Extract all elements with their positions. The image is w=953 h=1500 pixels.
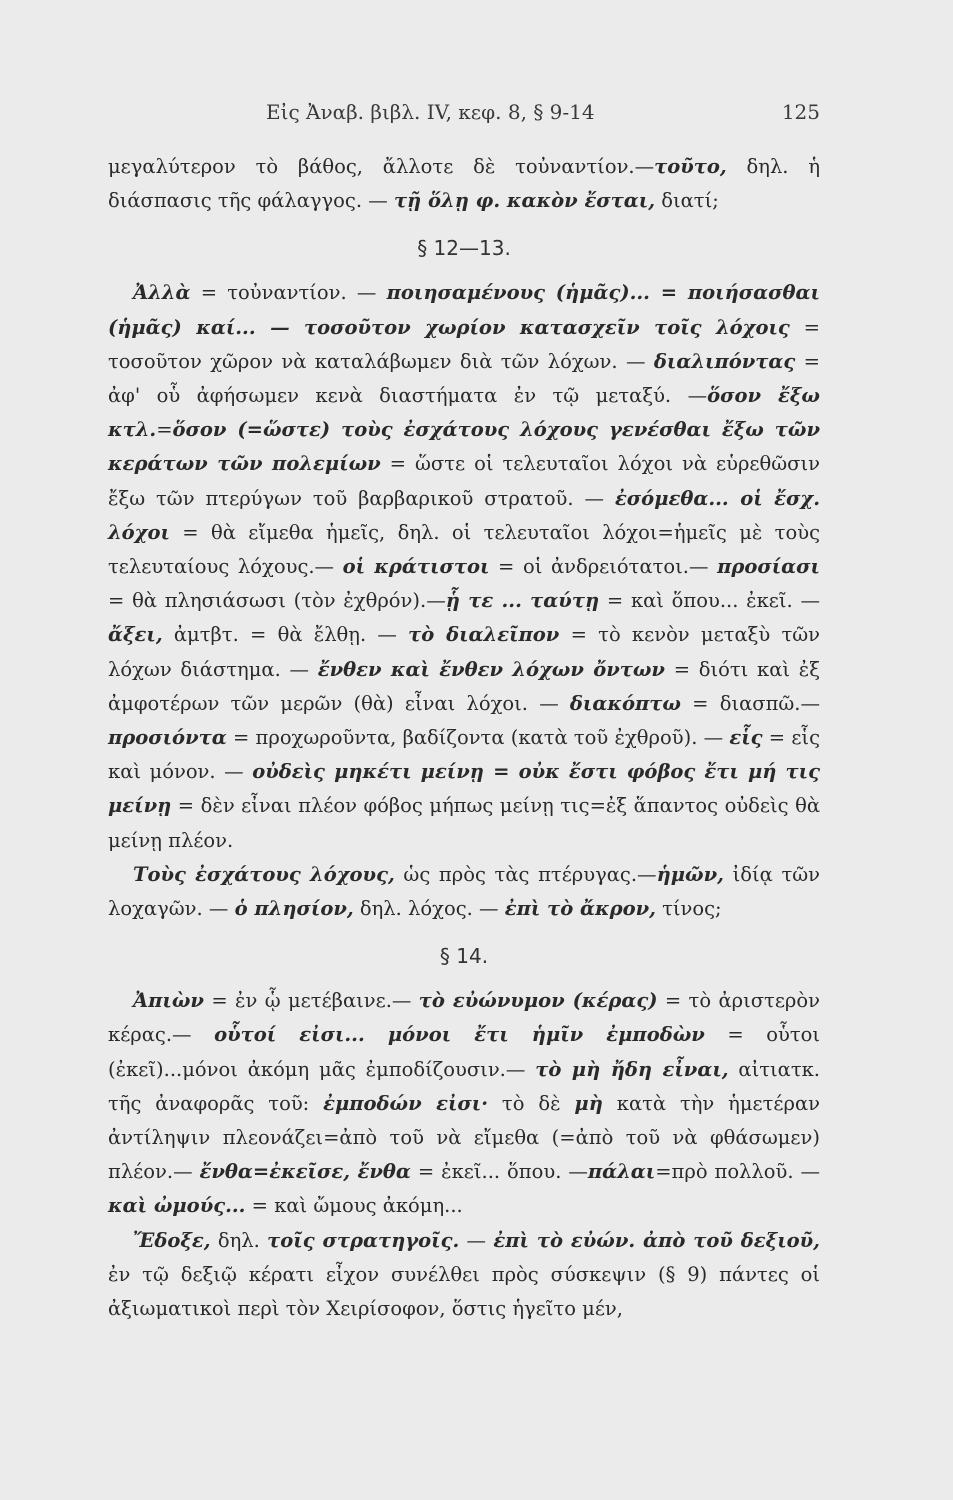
gloss: = ἐν ᾧ μετέβαινε.— — [203, 989, 419, 1013]
gloss: δηλ. — [210, 1228, 268, 1252]
paragraph-5 — [108, 1224, 820, 1327]
lemma: προσιόντα — [108, 726, 227, 750]
running-header — [108, 100, 820, 124]
lemma: διαλιπόντας — [653, 349, 796, 373]
gloss: = εἷς καὶ μόνον. — — [108, 726, 820, 784]
gloss: = διότι καὶ ἐξ ἀμφοτέρων τῶν μερῶν (θὰ) εἶναι λόχοι. — — [108, 657, 820, 715]
gloss: = καὶ ὤμους ἀκόμη... — [245, 1194, 463, 1218]
lemma: οὐδεὶς μηκέτι μείνῃ = οὐκ ἔστι φόβος ἔτι μή τις μείνῃ — [108, 760, 820, 818]
gloss: = ὥστε οἱ τελευταῖοι λόχοι νὰ εὑρεθῶσιν ἔξω τῶν πτερύγων τοῦ βαρβαρικοῦ στρατοῦ. — — [108, 452, 820, 510]
gloss: = τὸ ἀριστερὸν κέρας.— — [108, 989, 820, 1047]
paragraph-4 — [108, 984, 820, 1223]
lemma: ὅσον (=ὥστε) τοὺς ἐσχάτους λόχους γενέσθαι ἔξω τῶν κεράτων τῶν πολεμίων — [108, 418, 820, 476]
lemma: τῇ ὅλῃ φ. κακὸν ἔσται, — [393, 189, 656, 213]
lemma: οἱ κράτιστοι — [342, 555, 490, 579]
gloss: ὡς πρὸς τὰς πτέρυγας.— — [394, 862, 657, 886]
gloss: ἰδίᾳ τῶν λοχαγῶν. — — [108, 862, 820, 921]
gloss: μεγαλύτερον τὸ βάθος, ἄλλοτε δὲ τοὐναντίον.— — [108, 155, 655, 178]
gloss: — — [459, 1228, 494, 1252]
running-title: Εἰς Ἀναβ. βιβλ. IV, κεφ. 8, § 9-14 — [266, 100, 595, 124]
lemma: Ἔδοξε, — [133, 1228, 211, 1252]
gloss: = οὗτοι (ἐκεῖ)...μόνοι ἀκόμη μᾶς ἐμποδίζουσιν.— — [108, 1023, 820, 1081]
gloss: δηλ. λόχος. — — [353, 897, 505, 921]
lemma: ποιησαμένους (ἡμᾶς)... = ποιήσασθαι (ἡμᾶς) καί... — τοσοῦτον χωρίον κατασχεῖν τοῖς λόχοις — [108, 281, 820, 339]
gloss: = οἱ ἀνδρειότατοι.— — [489, 555, 718, 579]
commentary-body — [108, 150, 820, 1326]
lemma: καὶ ὠμούς... — [108, 1194, 246, 1218]
gloss: = θὰ πλησιάσωσι (τὸν ἐχθρόν).— — [108, 589, 446, 613]
lemma: ᾗ τε ... ταύτῃ — [445, 589, 600, 613]
lemma: ἐπὶ τὸ εὐών. ἀπὸ τοῦ δεξιοῦ, — [493, 1228, 820, 1252]
paragraph-2 — [108, 276, 820, 857]
lemma: ἔνθεν καὶ ἔνθεν λόχων ὄντων — [317, 657, 665, 681]
page-number: 125 — [781, 100, 820, 124]
gloss: ἐν τῷ δεξιῷ κέρατι εἶχον συνέλθει πρὸς σύσκεψιν (§ 9) πάντες οἱ ἀξιωματικοὶ περὶ τὸν Χειρίσοφον, ὅστις ἡγεῖτο μέν, — [108, 1262, 820, 1321]
lemma: τοῦτο, — [654, 155, 727, 178]
gloss: αἰτιατκ. τῆς ἀναφορᾶς τοῦ: — [108, 1057, 820, 1115]
book-page — [108, 100, 820, 1326]
gloss: = ἐκεῖ... ὅπου. — — [410, 1160, 588, 1184]
lemma: τὸ διαλεῖπον — [408, 623, 560, 647]
lemma: Ἀπιὼν — [133, 989, 204, 1013]
gloss: = τὸ κενὸν μεταξὺ τῶν λόχων διάστημα. — — [108, 623, 821, 681]
gloss: κατὰ τὴν ἡμετέραν ἀντίληψιν πλεονάζει=ἀπὸ τοῦ νὰ εἴμεθα (=ἀπὸ τοῦ νὰ φθάσωμεν) πλέον.— — [108, 1091, 820, 1184]
gloss: ἀμτβτ. = θὰ ἔλθῃ. — — [162, 623, 409, 647]
gloss: = — [156, 418, 173, 442]
gloss: = τοσοῦτον χῶρον νὰ καταλάβωμεν διὰ τῶν λόχων. — — [108, 315, 820, 373]
lemma: διακόπτω — [569, 691, 681, 715]
lemma: προσίασι — [717, 555, 820, 579]
gloss: = τοὐναντίον. — — [190, 281, 387, 305]
lemma: ἄξει, — [108, 623, 163, 647]
lemma: εἷς — [729, 726, 763, 750]
lemma: Ἀλλὰ — [133, 281, 191, 305]
lemma: ἔνθα=ἐκεῖσε, ἔνθα — [199, 1160, 411, 1184]
lemma: πάλαι — [587, 1160, 656, 1184]
gloss: = δὲν εἶναι πλέον φόβος μήπως μείνῃ τις=ἐξ ἅπαντος οὐδεὶς θὰ μείνῃ πλέον. — [108, 794, 820, 852]
gloss: τὸ δὲ — [488, 1091, 575, 1115]
gloss: = ἀφ' οὗ ἀφήσωμεν κενὰ διαστήματα ἐν τῷ μεταξύ. — — [108, 349, 820, 408]
gloss: δηλ. ἡ διάσπασις τῆς φάλαγγος. — — [108, 155, 820, 213]
gloss: = καὶ ὅπου... ἐκεῖ. — — [599, 589, 820, 613]
lemma: ἐσόμεθα... οἱ ἔσχ. λόχοι — [108, 486, 821, 544]
gloss: = προχωροῦντα, βαδίζοντα (κατὰ τοῦ ἐχθροῦ). — — [226, 726, 730, 750]
paragraph-3 — [108, 858, 820, 926]
paragraph-1 — [108, 150, 820, 218]
lemma: οὗτοί εἰσι... μόνοι ἔτι ἡμῖν ἐμποδὼν — [214, 1023, 705, 1047]
section-heading-12-13: § 12—13. — [417, 236, 511, 261]
lemma: Τοὺς ἐσχάτους λόχους, — [133, 862, 395, 886]
lemma: τὸ μὴ ἤδη εἶναι, — [535, 1057, 729, 1081]
gloss: = θὰ εἴμεθα ἡμεῖς, δηλ. οἱ τελευταῖοι λόχοι=ἡμεῖς μὲ τοὺς τελευταίους λόχους.— — [108, 520, 820, 579]
lemma: ἐμποδών εἰσι· — [323, 1091, 489, 1115]
gloss: τίνος; — [655, 897, 722, 921]
lemma: ὅσον ἔξω κτλ. — [108, 384, 820, 442]
lemma: ὁ πλησίον, — [234, 897, 354, 921]
gloss: διατί; — [655, 189, 719, 213]
lemma: ἐπὶ τὸ ἄκρον, — [504, 897, 656, 921]
lemma: τοῖς στρατηγοῖς. — [267, 1228, 460, 1252]
lemma: μὴ — [574, 1091, 603, 1115]
gloss: =πρὸ πολλοῦ. — — [655, 1160, 820, 1184]
lemma: τὸ εὐώνυμον (κέρας) — [418, 989, 658, 1013]
section-heading-14: § 14. — [439, 944, 489, 969]
lemma: ἡμῶν, — [656, 862, 724, 886]
gloss: = διασπῶ.— — [680, 691, 820, 715]
